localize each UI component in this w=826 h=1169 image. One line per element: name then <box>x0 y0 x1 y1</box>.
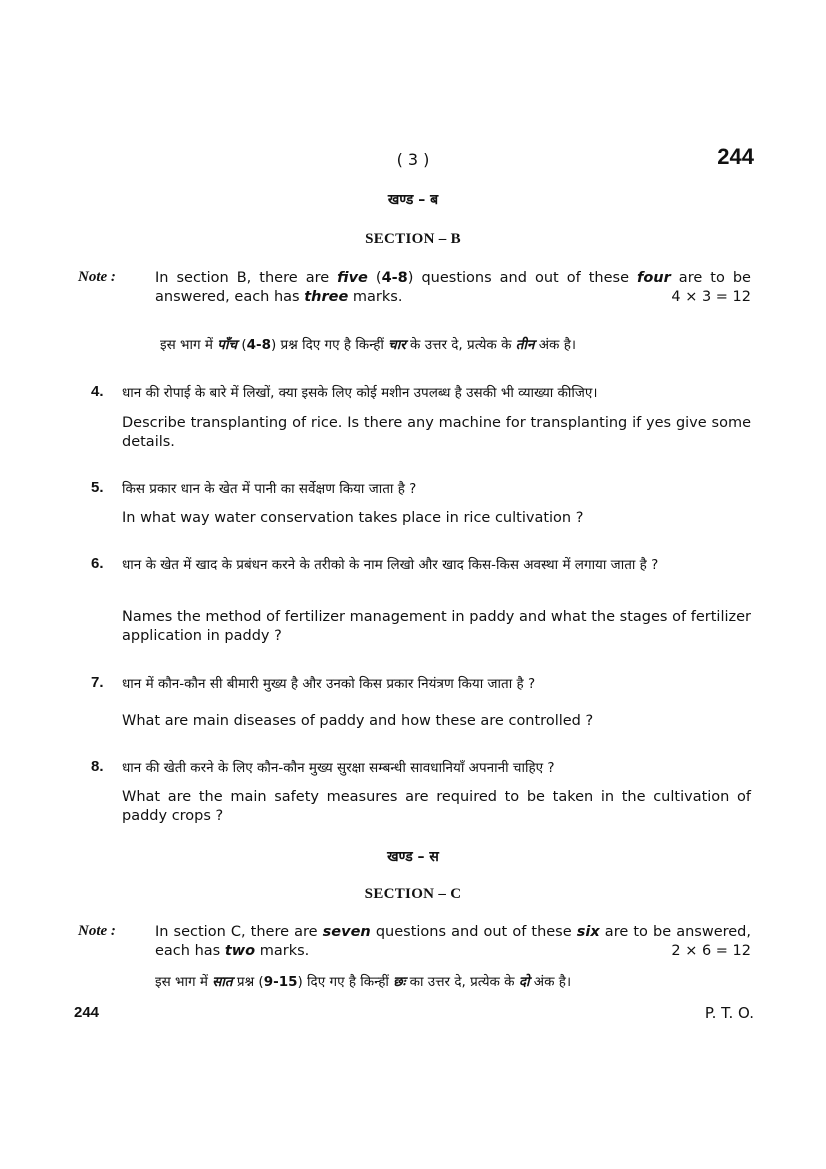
question-hindi: किस प्रकार धान के खेत में पानी का सर्वेक्षण किया जाता है ? <box>122 481 417 497</box>
section-c-hindi-title: खण्ड – स <box>387 849 439 865</box>
question-english: Names the method of fertilizer management in paddy and what the stages of fertilizer application in paddy ? <box>122 609 751 644</box>
section-c-note-hindi: इस भाग में सात प्रश्न (9-15) दिए गए है किन्हीं छः का उत्तर दे, प्रत्येक के दो अंक है। <box>155 974 572 990</box>
question-number: 6. <box>91 555 104 572</box>
question-english: What are the main safety measures are required to be taken in the cultivation of paddy crops ? <box>122 789 751 824</box>
question-number: 4. <box>91 383 104 400</box>
section-c-title: SECTION – C <box>364 886 462 902</box>
question-english: What are main diseases of paddy and how these are controlled ? <box>122 713 594 729</box>
page-number: ( 3 ) <box>396 150 430 169</box>
question-hindi: धान के खेत में खाद के प्रबंधन करने के तरीको के नाम लिखो और खाद किस-किस अवस्था में लगाया जाता है ? <box>122 557 659 573</box>
section-b-hindi-title: खण्ड – ब <box>387 192 439 208</box>
question-hindi: धान की खेती करने के लिए कौन-कौन मुख्य सुरक्षा सम्बन्धी सावधानियाँ अपनानी चाहिए ? <box>122 760 555 776</box>
paper-code: 244 <box>717 144 754 169</box>
question-english: Describe transplanting of rice. Is there any machine for transplanting if yes give some details. <box>122 415 751 450</box>
question-hindi: धान की रोपाई के बारे में लिखों, क्या इसके लिए कोई मशीन उपलब्ध है उसकी भी व्याख्या कीजिए। <box>122 385 598 401</box>
section-b-marks: 4 × 3 = 12 <box>671 289 751 305</box>
footer-paper-code: 244 <box>74 1004 100 1021</box>
section-c-note-text: In section C, there are seven questions and out of these six are to be answered, each has two marks. 2 × 6 = 12 <box>155 924 751 959</box>
please-turn-over: P. T. O. <box>704 1004 754 1022</box>
section-c-note-label: Note : <box>78 923 116 939</box>
question-number: 7. <box>91 674 104 691</box>
question-hindi: धान में कौन-कौन सी बीमारी मुख्य है और उनको किस प्रकार नियंत्रण किया जाता है ? <box>122 676 536 692</box>
section-b-note-label: Note : <box>78 269 116 285</box>
section-c-marks: 2 × 6 = 12 <box>671 943 751 959</box>
question-english: In what way water conservation takes place in rice cultivation ? <box>122 510 584 526</box>
question-number: 8. <box>91 758 104 775</box>
section-b-title: SECTION – B <box>365 231 461 247</box>
section-b-note-text: In section B, there are five (4-8) questions and out of these four are to be answered, each has three marks. 4 × 3 = 12 <box>155 270 751 305</box>
question-number: 5. <box>91 479 104 496</box>
section-b-note-hindi: इस भाग में पाँच (4-8) प्रश्न दिए गए है किन्हीं चार के उत्तर दे, प्रत्येक के तीन अंक है। <box>160 337 577 353</box>
